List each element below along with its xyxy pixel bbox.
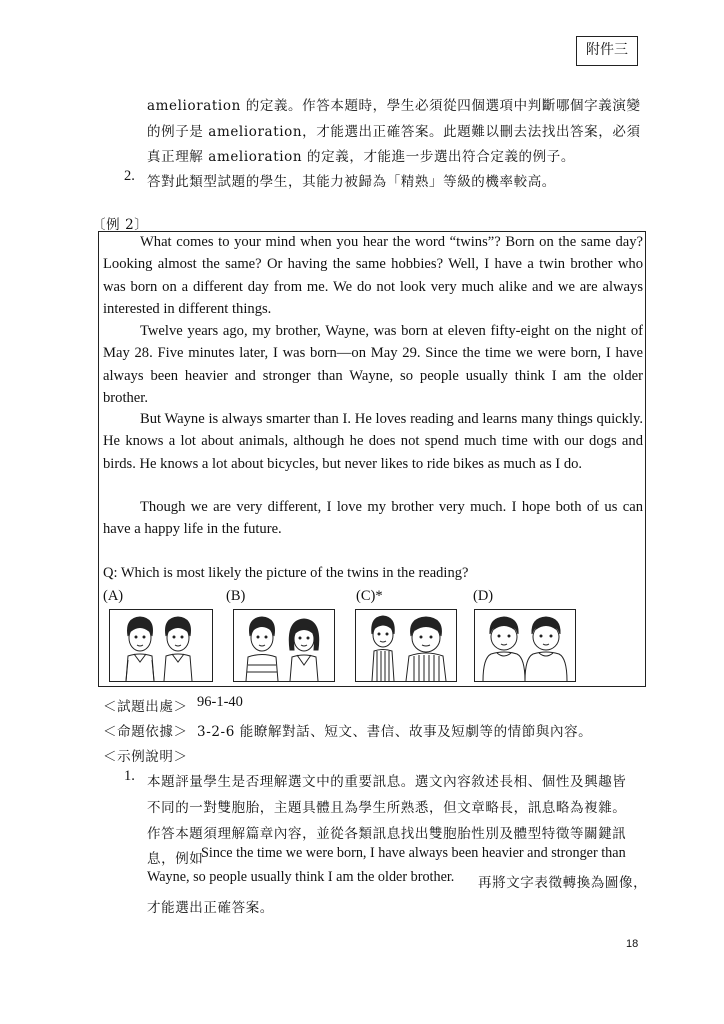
explanation-line-1: 本題評量學生是否理解選文中的重要訊息。選文內容敘述長相、個性及興趣皆 xyxy=(147,774,627,790)
explanation-line-2: 不同的一對雙胞胎，主題具體且為學生所熟悉，但文章略長，訊息略為複雜。 xyxy=(147,800,627,816)
option-a-label: (A) xyxy=(103,588,124,604)
page-number: 18 xyxy=(626,938,639,950)
explanation-line-4-prefix: 息，例如 xyxy=(147,851,204,867)
option-d-label: (D) xyxy=(473,588,494,604)
reading-paragraph-1: What comes to your mind when you hear the word “twins”? Born on the same day? Looking almost the same? Or having the same hobbies? Well, I have a twin brother who was born on a different day from me. We do not look very much alike and we are always interested in different things. xyxy=(103,234,643,317)
basis-value: 3-2-6 能瞭解對話、短文、書信、故事及短劇等的情節與內容。 xyxy=(197,724,593,740)
explanation-label: ＜示例說明＞ xyxy=(103,749,188,765)
explanation-line-4-quote: Since the time we were born, I have always been heavier and stronger than xyxy=(201,845,626,861)
twins-heavy-boys-illustration xyxy=(475,610,575,681)
option-c-label: (C)* xyxy=(356,588,383,604)
boy-and-girl-illustration xyxy=(234,610,334,681)
option-b-label: (B) xyxy=(226,588,246,604)
example-label: 〔例 2〕 xyxy=(92,217,149,233)
explanation-line-6: 才能選出正確答案。 xyxy=(147,900,274,916)
option-b-picture[interactable] xyxy=(233,609,335,682)
reading-paragraph-2: Twelve years ago, my brother, Wayne, was born at eleven fifty-eight on the night of May 28. Five minutes later, I was born—on May 29. Since the time we were born, I have always been heavier and stronger than Wayne, so people usually think I am the older brother. xyxy=(103,323,643,406)
intro-line-1: amelioration 的定義。作答本題時，學生必須從四個選項中判斷哪個字義演變 xyxy=(147,98,641,114)
intro-line-2: 的例子是 amelioration，才能選出正確答案。此題難以刪去法找出答案，必須 xyxy=(147,124,641,140)
explanation-line-5-quote: Wayne, so people usually think I am the older brother. xyxy=(147,869,455,885)
basis-label: ＜命題依據＞ xyxy=(103,724,188,740)
attachment-label: 附件三 xyxy=(576,36,638,66)
explanation-item-number: 1. xyxy=(124,768,135,784)
intro-line-3: 真正理解 amelioration 的定義，才能進一步選出符合定義的例子。 xyxy=(147,149,575,165)
source-value: 96-1-40 xyxy=(197,694,243,710)
explanation-line-5-suffix: 再將文字表徵轉換為圖像， xyxy=(478,875,648,891)
option-d-picture[interactable] xyxy=(474,609,576,682)
question-text: Q: Which is most likely the picture of the twins in the reading? xyxy=(103,565,469,581)
reading-paragraph-4: Though we are very different, I love my brother very much. I hope both of us can have a happy life in the future. xyxy=(103,499,643,538)
intro-item-2-number: 2. xyxy=(124,168,135,184)
explanation-line-3: 作答本題須理解篇章內容，並從各類訊息找出雙胞胎性別及體型特徵等關鍵訊 xyxy=(147,826,627,842)
twins-boys-thin-illustration xyxy=(110,610,212,681)
reading-paragraph-3: But Wayne is always smarter than I. He loves reading and learns many things quickly. He knows a lot about animals, although he does not spend much time with our dogs and birds. He knows a lot about bicycles, but never likes to ride bikes as much as I do. xyxy=(103,411,643,472)
source-label: ＜試題出處＞ xyxy=(103,699,188,715)
option-a-picture[interactable] xyxy=(109,609,213,682)
twins-thin-and-heavy-illustration xyxy=(356,610,456,681)
option-c-picture[interactable] xyxy=(355,609,457,682)
intro-item-2-text: 答對此類型試題的學生，其能力被歸為「精熟」等級的機率較高。 xyxy=(147,174,556,190)
